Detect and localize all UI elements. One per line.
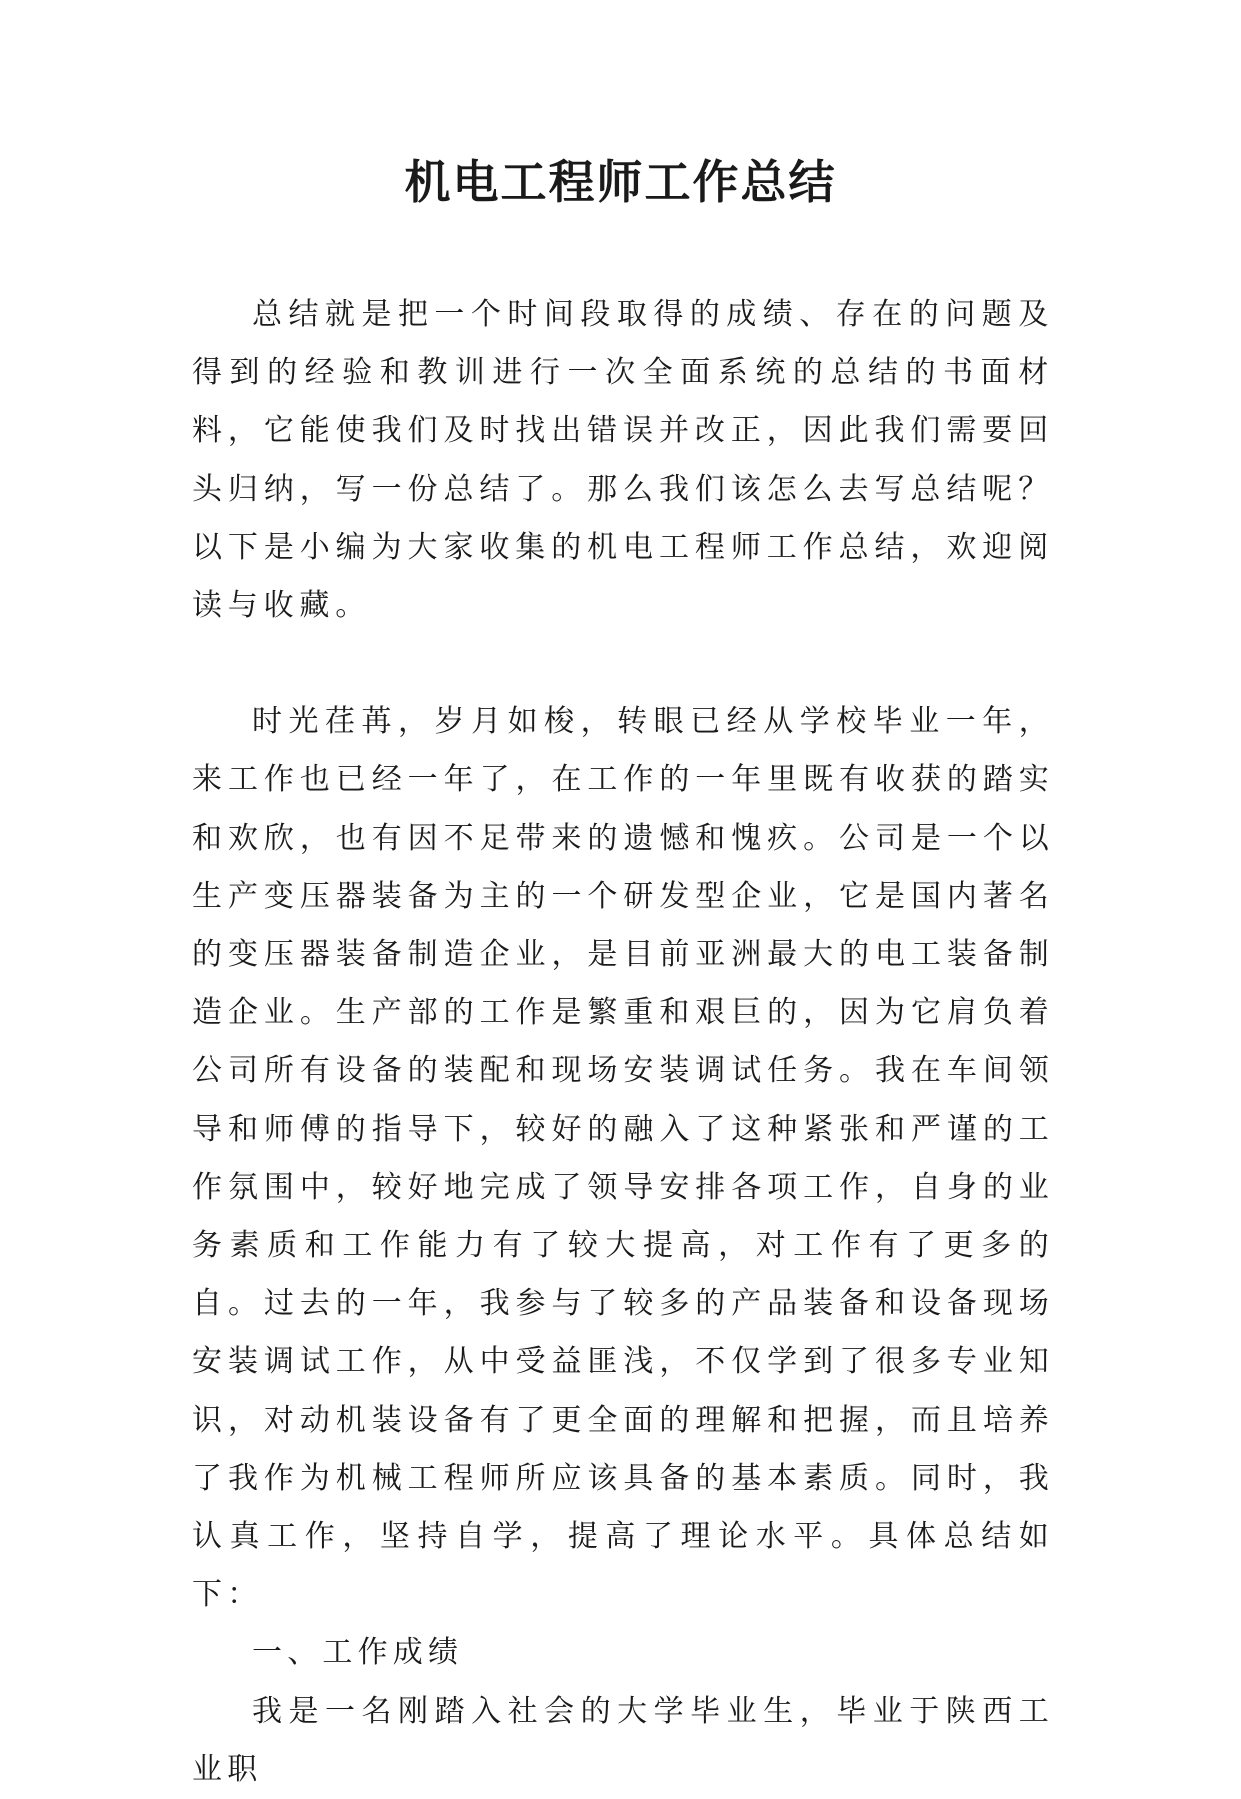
intro-paragraph: 总结就是把一个时间段取得的成绩、存在的问题及得到的经验和教训进行一次全面系统的总结的书面材料，它能使我们及时找出错误并改正，因此我们需要回头归纳，写一份总结了。那么我们该怎么去写总结呢？以下是小编为大家收集的机电工程师工作总结，欢迎阅读与收藏。: [192, 297, 1054, 624]
body-paragraph: 我是一名刚踏入社会的大学毕业生，毕业于陕西工业职: [192, 1693, 1054, 1787]
section-heading: 一、工作成绩: [252, 1635, 464, 1671]
body-paragraph: 时光荏苒，岁月如梭，转眼已经从学校毕业一年，来工作也已经一年了，在工作的一年里既有收获的踏实和欢欣，也有因不足带来的遗憾和愧疚。公司是一个以生产变压器装备为主的一个研发型企业，它是国内著名的变压器装备制造企业，是目前亚洲最大的电工装备制造企业。生产部的工作是繁重和艰巨的，因为它肩负着公司所有设备的装配和现场安装调试任务。我在车间领导和师傅的指导下，较好的融入了这种紧张和严谨的工作氛围中，较好地完成了领导安排各项工作，自身的业务素质和工作能力有了较大提高，对工作有了更多的自。过去的一年，我参与了较多的产品装备和设备现场安装调试工作，从中受益匪浅，不仅学到了很多专业知识，对动机装设备有了更全面的理解和把握，而且培养了我作为机械工程师所应该具备的基本素质。同时，我认真工作，坚持自学，提高了理论水平。具体总结如下：: [192, 704, 1054, 1613]
document-title: 机电工程师工作总结: [404, 155, 837, 209]
paragraph-spacer: [192, 635, 1054, 693]
document-body: [192, 286, 1054, 1799]
